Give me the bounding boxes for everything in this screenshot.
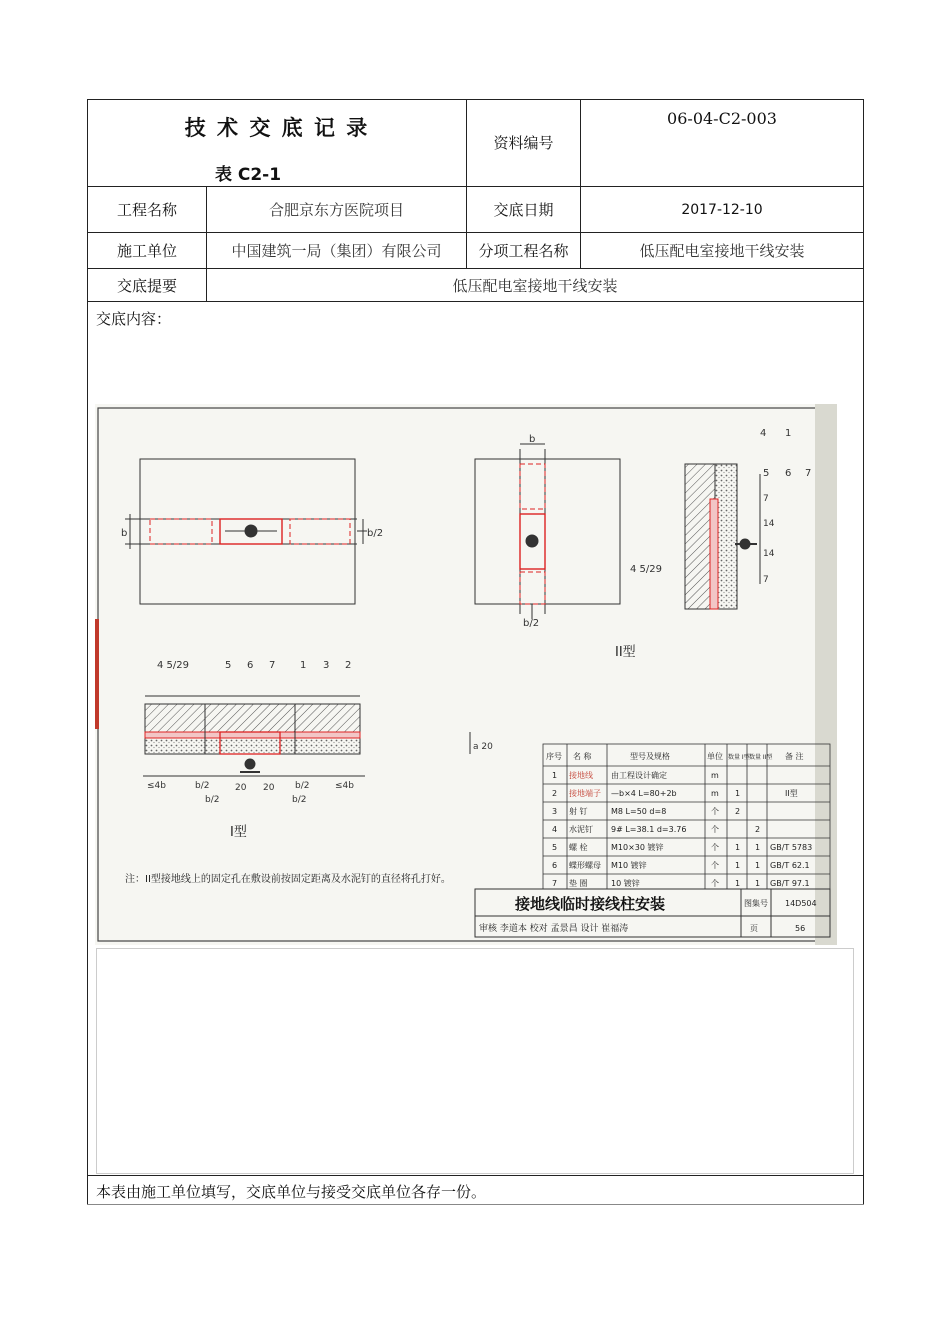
table-r4-unit: 个 [711,825,719,834]
sub-project-label: 分项工程名称 [478,242,569,260]
form-number: 表 C2-1 [214,164,282,185]
table-r7-no: 7 [552,879,558,888]
table-r2-unit: m [711,789,719,798]
dim-b-half-i-2: b/2 [295,781,310,791]
project-name-value: 合肥京东方医院项目 [268,201,404,219]
table-r6-spec: M10 镀锌 [611,861,647,870]
table-r4-no: 4 [552,825,558,834]
sub-project-value: 低压配电室接地干线安装 [639,242,805,260]
blank-area [96,948,854,1174]
drawing-note: 注：II型接地线上的固定孔在敷设前按固定距离及水泥钉的直径将孔打好。 [125,874,451,885]
table-r5-spec: M10×30 镀锌 [611,843,664,852]
table-r5-no: 5 [552,843,558,852]
date-value: 2017-12-10 [681,201,763,218]
table-r2-spec: —b×4 L=80+2b [611,789,677,798]
table-r1-unit: m [711,771,719,780]
project-name-label: 工程名称 [116,201,177,219]
th-qty-i: 数量 I型 [728,754,750,761]
table-r1-no: 1 [552,771,558,780]
table-r3-spec: M8 L=50 d=8 [611,807,667,816]
dim-b-half-i-1: b/2 [195,781,210,791]
summary-label: 交底提要 [116,276,177,295]
table-r5-qty-ii: 1 [755,843,761,852]
table-r6-name: 蝶形螺母 [569,861,601,870]
dim-b-half-bottom: b/2 [523,618,540,629]
table-r2-no: 2 [552,789,558,798]
type-i-label: I型 [230,825,247,840]
callout-7-i: 7 [269,660,276,671]
dim-7-a: 7 [763,494,769,504]
dim-b-half-right: b/2 [367,528,384,539]
table-r7-unit: 个 [711,879,719,888]
callout-1-i: 1 [300,660,307,671]
callout-7-top: 7 [805,468,812,479]
plan-view-type-ii [475,444,620,619]
atlas-label: 图集号 [744,899,768,908]
table-r6-qty-i: 1 [735,861,741,870]
table-r6-no: 6 [552,861,558,870]
table-r6-unit: 个 [711,861,719,870]
record-no-value: 06-04-C2-003 [667,108,777,128]
date-label: 交底日期 [493,201,554,219]
th-remark: 备 注 [785,752,804,761]
table-r3-qty-i: 2 [735,807,741,816]
th-qty-ii: 数量 II型 [749,754,773,761]
th-name: 名 称 [573,752,592,761]
callout-5-top: 5 [763,468,770,479]
dim-a20: a 20 [473,742,493,752]
dim-b-top: b [529,434,536,445]
dim-le4b-right: ≤4b [335,781,354,791]
record-no-label: 资料编号 [493,134,554,152]
section-view-type-i [143,696,470,776]
callout-1-top: 1 [785,428,792,439]
table-r4-qty-ii: 2 [755,825,761,834]
table-r5-qty-i: 1 [735,843,741,852]
page-value: 56 [795,924,806,933]
dim-20-a: 20 [235,783,247,793]
table-r7-qty-i: 1 [735,879,741,888]
table-r4-name: 水泥钉 [569,825,593,834]
drawing-title: 接地线临时接线柱安装 [515,895,666,913]
table-r2-name: 接地端子 [569,789,601,798]
table-r4-spec: 9# L=38.1 d=3.76 [611,825,687,834]
th-unit: 单位 [707,752,723,761]
table-r2-remark: II型 [785,789,798,798]
atlas-value: 14D504 [785,899,817,908]
plan-view-type-i [125,459,367,604]
footer-note: 本表由施工单位填写，交底单位与接受交底单位各存一份。 [96,1183,487,1201]
section-view-type-ii [685,464,760,609]
summary-value: 低压配电室接地干线安装 [452,276,618,295]
table-r3-no: 3 [552,807,558,816]
table-r5-remark: GB/T 5783 [770,843,813,852]
form-title: 技 术 交 底 记 录 [184,116,370,140]
callout-5-i: 5 [225,660,232,671]
dim-14-a: 14 [763,519,775,529]
table-r7-name: 垫 圈 [569,879,588,888]
table-r3-name: 射 钉 [569,807,588,816]
callout-4-top: 4 [760,428,767,439]
callout-6-i: 6 [247,660,254,671]
table-r6-remark: GB/T 62.1 [770,861,810,870]
dim-le4b-left: ≤4b [147,781,166,791]
table-r3-unit: 个 [711,807,719,816]
table-r2-qty-i: 1 [735,789,741,798]
technical-drawing [95,404,837,945]
callout-3-i: 3 [323,660,330,671]
dim-b-left: b [121,528,128,539]
signoff: 审核 李道本 校对 孟景昌 设计 崔福涛 [479,924,629,934]
dim-7-b: 7 [763,575,769,585]
callout-2-i: 2 [345,660,352,671]
th-index: 序号 [546,752,562,761]
construction-unit-value: 中国建筑一局（集团）有限公司 [231,242,442,260]
callout-4-529-i: 4 5/29 [157,660,189,671]
th-spec: 型号及规格 [630,752,670,761]
table-r7-remark: GB/T 97.1 [770,879,810,888]
page-label: 页 [750,924,758,933]
table-r7-qty-ii: 1 [755,879,761,888]
dim-b-half-i-4: b/2 [292,795,307,805]
ref-4-529-top: 4 5/29 [630,564,662,575]
type-ii-label: II型 [615,645,636,660]
table-r6-qty-ii: 1 [755,861,761,870]
table-r1-spec: 由工程设计确定 [611,771,667,780]
dim-b-half-i-3: b/2 [205,795,220,805]
table-r5-unit: 个 [711,843,719,852]
table-r7-spec: 10 镀锌 [611,879,640,888]
dim-14-b: 14 [763,549,775,559]
dim-20-b: 20 [263,783,275,793]
table-r1-name: 接地线 [569,771,593,780]
table-r5-name: 螺 栓 [569,843,588,852]
callout-6-top: 6 [785,468,792,479]
construction-unit-label: 施工单位 [116,242,177,260]
content-label: 交底内容： [96,310,172,328]
